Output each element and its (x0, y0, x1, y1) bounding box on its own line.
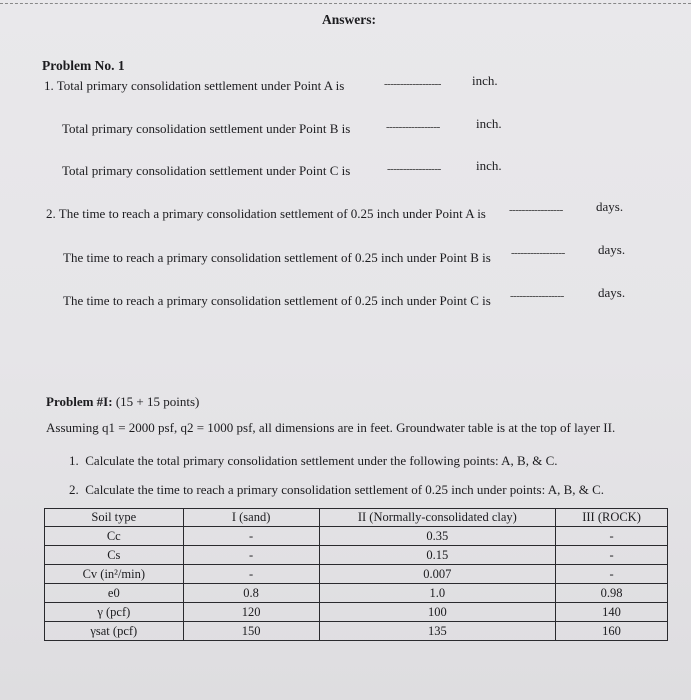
table-row (45, 584, 668, 603)
table-cell: 0.98 (556, 584, 668, 603)
unit-label: inch. (472, 73, 498, 88)
answer-line-b-settlement: Total primary consolidation settlement under Point B is (62, 121, 351, 136)
problem1-title: Problem No. 1 (42, 58, 125, 73)
answer-blank: ------------------ (384, 78, 441, 90)
table-cell: - (183, 527, 319, 546)
soil-properties-table (44, 508, 668, 641)
task-text: Calculate the time to reach a primary consolidation settlement of 0.25 inch under points: A, B, & C. (85, 482, 605, 497)
task-text: Calculate the total primary consolidation settlement under the following points: A, B, & C. (85, 453, 558, 468)
answer-line-c-settlement: Total primary consolidation settlement under Point C is (62, 163, 351, 178)
task-number: 1. (69, 453, 79, 468)
table-cell: 0.15 (319, 546, 555, 565)
table-cell: - (183, 546, 319, 565)
answers-title: Answers: (322, 12, 376, 27)
table-cell: - (556, 565, 668, 584)
answer-line-a-time (46, 206, 486, 222)
answer-blank: ----------------- (509, 204, 563, 216)
answer-line-c-time: The time to reach a primary consolidation settlement of 0.25 inch under Point C is (63, 293, 491, 308)
problem2-heading (46, 394, 199, 410)
item-number: 2. (46, 206, 56, 221)
table-cell: 120 (183, 603, 319, 622)
table-header-row (45, 509, 668, 527)
unit-label: days. (598, 285, 626, 300)
answer-blank: ----------------- (511, 247, 565, 259)
table-cell: Cv (in²/min) (45, 565, 184, 584)
task-number: 2. (69, 482, 79, 497)
answer-line-b-time: The time to reach a primary consolidation settlement of 0.25 inch under Point B is (63, 250, 491, 265)
item-text: Total primary consolidation settlement under Point A is (56, 78, 345, 93)
table-cell: - (183, 565, 319, 584)
table-cell: 0.35 (319, 527, 555, 546)
table-row (45, 603, 668, 622)
table-header-cell: III (ROCK) (556, 509, 668, 527)
table-cell: - (556, 546, 668, 565)
answer-blank: ----------------- (510, 290, 564, 302)
task-1 (69, 453, 558, 469)
table-row (45, 546, 668, 565)
table-cell: 140 (556, 603, 668, 622)
unit-label: days. (596, 199, 624, 214)
table-row (45, 527, 668, 546)
table-cell: 0.8 (183, 584, 319, 603)
table-row (45, 622, 668, 641)
problem2-title: Problem #I: (46, 394, 113, 409)
top-border (0, 3, 691, 4)
unit-label: days. (598, 242, 626, 257)
item-text: The time to reach a primary consolidation settlement of 0.25 inch under Point A is (58, 206, 486, 221)
table-cell: 160 (556, 622, 668, 641)
task-2 (69, 482, 604, 498)
unit-label: inch. (476, 116, 502, 131)
table-cell: γ (pcf) (45, 603, 184, 622)
table-cell: 100 (319, 603, 555, 622)
table-cell: 135 (319, 622, 555, 641)
table-header-cell: II (Normally-consolidated clay) (319, 509, 555, 527)
table-header-cell: I (sand) (183, 509, 319, 527)
answer-blank: ----------------- (387, 163, 441, 175)
table-cell: γsat (pcf) (45, 622, 184, 641)
table-cell: e0 (45, 584, 184, 603)
table-cell: 150 (183, 622, 319, 641)
assumption-text: Assuming q1 = 2000 psf, q2 = 1000 psf, all dimensions are in feet. Groundwater table is at the top of layer II. (46, 420, 616, 435)
problem2-points: (15 + 15 points) (115, 394, 200, 409)
unit-label: inch. (476, 158, 502, 173)
table-cell: 1.0 (319, 584, 555, 603)
table-row (45, 565, 668, 584)
table-cell: Cc (45, 527, 184, 546)
answer-line-a-settlement (44, 78, 344, 94)
answer-blank: ----------------- (386, 121, 440, 133)
table-cell: Cs (45, 546, 184, 565)
item-number: 1. (44, 78, 54, 93)
table-cell: - (556, 527, 668, 546)
table-cell: 0.007 (319, 565, 555, 584)
table-header-cell: Soil type (45, 509, 184, 527)
